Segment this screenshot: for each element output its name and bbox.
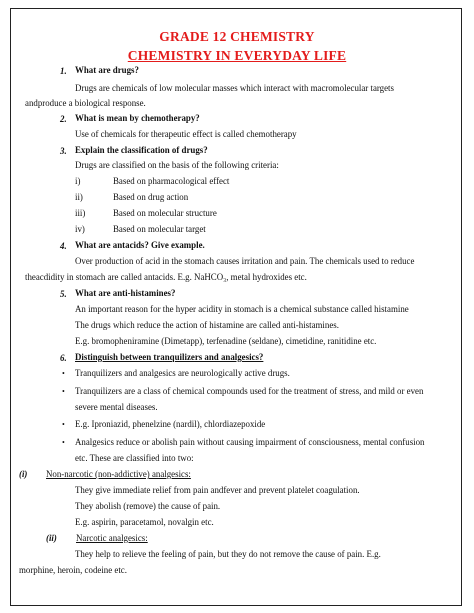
bullet-icon: • xyxy=(62,420,65,429)
q6-bullet-2-cont: severe mental diseases. xyxy=(75,402,158,412)
q3-item-num: iii) xyxy=(75,208,86,218)
q3-number: 3. xyxy=(60,146,67,156)
q4-answer-line1: Over production of acid in the stomach causes irritation and pain. The chemicals used to reduce xyxy=(75,256,415,266)
q4-answer-line2: theacdidity in stomach are called antacids. E.g. NaHCO₃, metal hydroxides etc. xyxy=(25,272,307,282)
q6-bullet-2: Tranquilizers are a class of chemical compounds used for the treatment of stress, and mild or even xyxy=(75,386,424,396)
q3-item-text: Based on molecular target xyxy=(113,224,206,234)
q2-question: What is mean by chemotherapy? xyxy=(75,113,200,123)
q1-answer-line1: Drugs are chemicals of low molecular masses which interact with macromolecular targets xyxy=(75,83,394,93)
document-subtitle: CHEMISTRY IN EVERYDAY LIFE xyxy=(127,48,347,63)
bullet-icon: • xyxy=(62,369,65,378)
nonnarcotic-number: (i) xyxy=(19,469,28,479)
q3-intro: Drugs are classified on the basis of the following criteria: xyxy=(75,160,279,170)
q5-line1: An important reason for the hyper acidity in stomach is a chemical substance called histamine xyxy=(75,304,409,314)
q3-item-num: iv) xyxy=(75,224,85,234)
q5-question: What are anti-histamines? xyxy=(75,288,176,298)
q3-item-text: Based on drug action xyxy=(113,192,189,202)
narcotic-line2: morphine, heroin, codeine etc. xyxy=(19,565,127,575)
q5-line3: E.g. bromopheniramine (Dimetapp), terfenadine (seldane), cimetidine, ranitidine etc. xyxy=(75,336,377,346)
narcotic-number: (ii) xyxy=(46,533,57,543)
q4-question: What are antacids? Give example. xyxy=(75,240,205,250)
nonnarcotic-line1: They give immediate relief from pain andfever and prevent platelet coagulation. xyxy=(75,485,360,495)
q6-bullet-1: Tranquilizers and analgesics are neurologically active drugs. xyxy=(75,368,290,378)
q1-number: 1. xyxy=(60,66,67,76)
q2-answer: Use of chemicals for therapeutic effect is called chemotherapy xyxy=(75,129,297,139)
q5-line2: The drugs which reduce the action of histamine are called anti-histamines. xyxy=(75,320,339,330)
q3-item-num: ii) xyxy=(75,192,83,202)
q3-question: Explain the classification of drugs? xyxy=(75,145,208,155)
nonnarcotic-line2: They abolish (remove) the cause of pain. xyxy=(75,501,221,511)
q6-question: Distinguish between tranquilizers and analgesics? xyxy=(75,352,264,362)
q3-item-text: Based on pharmacological effect xyxy=(113,176,230,186)
nonnarcotic-line3: E.g. aspirin, paracetamol, novalgin etc. xyxy=(75,517,214,527)
q2-number: 2. xyxy=(60,114,67,124)
bullet-icon: • xyxy=(62,438,65,447)
q6-bullet-4-cont: etc. These are classified into two: xyxy=(75,453,194,463)
q5-number: 5. xyxy=(60,289,67,299)
document-title: GRADE 12 CHEMISTRY xyxy=(159,29,315,44)
q1-question: What are drugs? xyxy=(75,65,139,75)
q3-item-text: Based on molecular structure xyxy=(113,208,217,218)
bullet-icon: • xyxy=(62,387,65,396)
q4-number: 4. xyxy=(60,241,67,251)
q6-bullet-4: Analgesics reduce or abolish pain without causing impairment of consciousness, mental confusion xyxy=(75,437,425,447)
narcotic-heading: Narcotic analgesics: xyxy=(76,533,148,543)
q3-item-num: i) xyxy=(75,176,81,186)
narcotic-line1: They help to relieve the feeling of pain, but they do not remove the cause of pain. E.g. xyxy=(75,549,381,559)
q1-answer-line2: andproduce a biological response. xyxy=(25,98,146,108)
q6-bullet-3: E.g. Iproniazid, phenelzine (nardil), chlordiazepoxide xyxy=(75,419,266,429)
nonnarcotic-heading: Non-narcotic (non-addictive) analgesics: xyxy=(46,469,191,479)
q6-number: 6. xyxy=(60,353,67,363)
